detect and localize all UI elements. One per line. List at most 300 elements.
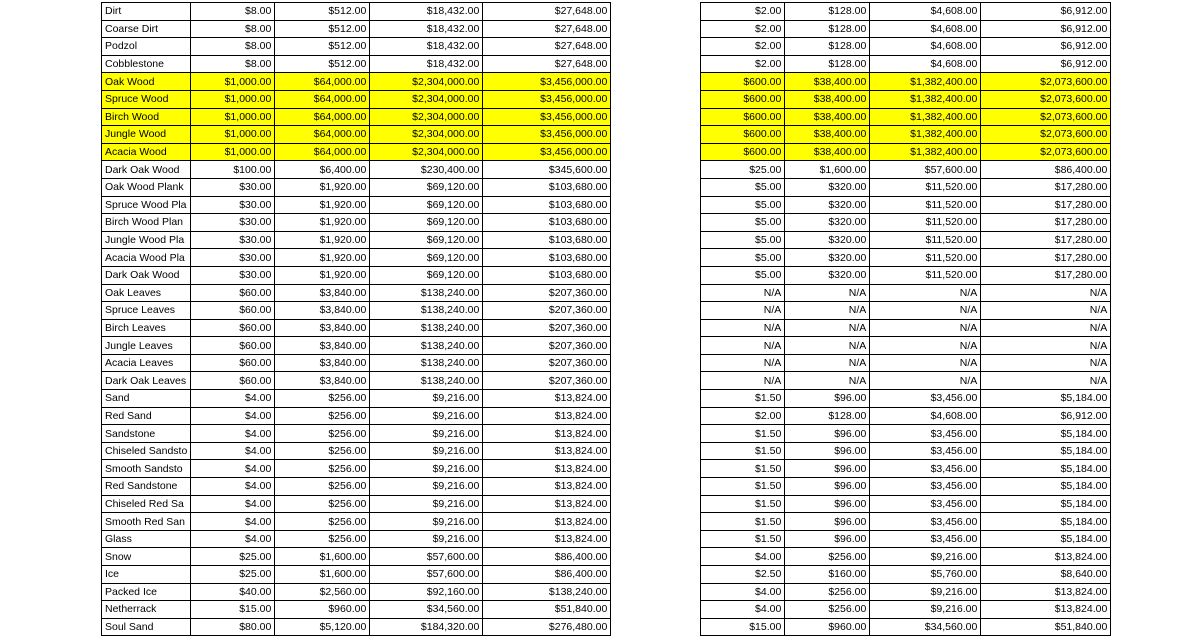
price-cell[interactable]: $600.00: [701, 108, 785, 126]
price-cell[interactable]: $320.00: [785, 214, 870, 232]
price-cell[interactable]: $2,304,000.00: [370, 90, 483, 108]
price-cell[interactable]: $3,840.00: [275, 372, 370, 390]
price-cell[interactable]: $1.50: [701, 460, 785, 478]
price-cell[interactable]: $4.00: [191, 495, 275, 513]
price-cell[interactable]: $1,382,400.00: [870, 126, 981, 144]
price-cell[interactable]: $30.00: [191, 178, 275, 196]
price-cell[interactable]: N/A: [701, 372, 785, 390]
price-cell[interactable]: $5,184.00: [981, 425, 1111, 443]
price-cell[interactable]: $128.00: [785, 55, 870, 73]
price-cell[interactable]: $4.00: [191, 530, 275, 548]
price-cell[interactable]: $4,608.00: [870, 38, 981, 56]
price-cell[interactable]: $103,680.00: [483, 249, 611, 267]
price-cell[interactable]: $8,640.00: [981, 566, 1111, 584]
item-name-cell[interactable]: Birch Leaves: [102, 319, 191, 337]
price-cell[interactable]: $4.00: [701, 548, 785, 566]
item-name-cell[interactable]: Spruce Wood Pla: [102, 196, 191, 214]
price-cell[interactable]: $103,680.00: [483, 266, 611, 284]
price-cell[interactable]: $17,280.00: [981, 178, 1111, 196]
item-name-cell[interactable]: Acacia Wood Pla: [102, 249, 191, 267]
price-cell[interactable]: $512.00: [275, 3, 370, 21]
item-name-cell[interactable]: Ice: [102, 566, 191, 584]
price-cell[interactable]: $3,456,000.00: [483, 90, 611, 108]
price-cell[interactable]: $2.00: [701, 3, 785, 21]
price-cell[interactable]: $128.00: [785, 407, 870, 425]
price-cell[interactable]: $86,400.00: [483, 566, 611, 584]
price-cell[interactable]: $138,240.00: [370, 284, 483, 302]
price-cell[interactable]: $1,000.00: [191, 126, 275, 144]
price-cell[interactable]: $69,120.00: [370, 178, 483, 196]
price-cell[interactable]: $96.00: [785, 442, 870, 460]
price-cell[interactable]: $1,920.00: [275, 249, 370, 267]
price-cell[interactable]: $18,432.00: [370, 3, 483, 21]
price-cell[interactable]: $207,360.00: [483, 284, 611, 302]
price-cell[interactable]: N/A: [870, 354, 981, 372]
price-cell[interactable]: $1,920.00: [275, 214, 370, 232]
price-cell[interactable]: $256.00: [275, 530, 370, 548]
price-cell[interactable]: $5.00: [701, 196, 785, 214]
price-cell[interactable]: $86,400.00: [981, 161, 1111, 179]
price-cell[interactable]: N/A: [981, 319, 1111, 337]
price-cell[interactable]: $5.00: [701, 249, 785, 267]
price-cell[interactable]: $1,600.00: [275, 566, 370, 584]
price-cell[interactable]: N/A: [981, 372, 1111, 390]
price-cell[interactable]: $1,920.00: [275, 178, 370, 196]
price-cell[interactable]: $64,000.00: [275, 90, 370, 108]
price-cell[interactable]: $4,608.00: [870, 3, 981, 21]
price-cell[interactable]: $1,920.00: [275, 196, 370, 214]
price-cell[interactable]: N/A: [870, 319, 981, 337]
price-cell[interactable]: $256.00: [785, 601, 870, 619]
item-name-cell[interactable]: Podzol: [102, 38, 191, 56]
price-cell[interactable]: $4.00: [191, 460, 275, 478]
price-cell[interactable]: $8.00: [191, 38, 275, 56]
price-cell[interactable]: $13,824.00: [483, 495, 611, 513]
price-cell[interactable]: $69,120.00: [370, 266, 483, 284]
item-name-cell[interactable]: Acacia Wood: [102, 143, 191, 161]
price-cell[interactable]: $9,216.00: [370, 460, 483, 478]
price-cell[interactable]: N/A: [701, 337, 785, 355]
price-cell[interactable]: $138,240.00: [370, 372, 483, 390]
price-cell[interactable]: $6,400.00: [275, 161, 370, 179]
price-cell[interactable]: $96.00: [785, 425, 870, 443]
price-cell[interactable]: $38,400.00: [785, 108, 870, 126]
price-cell[interactable]: $600.00: [701, 126, 785, 144]
price-cell[interactable]: $13,824.00: [483, 442, 611, 460]
price-cell[interactable]: N/A: [785, 284, 870, 302]
price-cell[interactable]: $184,320.00: [370, 618, 483, 636]
price-cell[interactable]: $27,648.00: [483, 20, 611, 38]
price-cell[interactable]: $256.00: [275, 460, 370, 478]
price-cell[interactable]: $2,304,000.00: [370, 108, 483, 126]
price-cell[interactable]: $3,456.00: [870, 495, 981, 513]
price-cell[interactable]: $60.00: [191, 337, 275, 355]
price-cell[interactable]: $17,280.00: [981, 231, 1111, 249]
item-name-cell[interactable]: Snow: [102, 548, 191, 566]
price-cell[interactable]: $512.00: [275, 55, 370, 73]
price-cell[interactable]: $11,520.00: [870, 231, 981, 249]
price-cell[interactable]: $64,000.00: [275, 126, 370, 144]
price-cell[interactable]: $4,608.00: [870, 55, 981, 73]
item-name-cell[interactable]: Red Sandstone: [102, 478, 191, 496]
price-cell[interactable]: $320.00: [785, 196, 870, 214]
price-cell[interactable]: $5,120.00: [275, 618, 370, 636]
price-cell[interactable]: $5,184.00: [981, 495, 1111, 513]
item-name-cell[interactable]: Netherrack: [102, 601, 191, 619]
price-cell[interactable]: $320.00: [785, 266, 870, 284]
price-cell[interactable]: $600.00: [701, 90, 785, 108]
item-name-cell[interactable]: Spruce Wood: [102, 90, 191, 108]
price-cell[interactable]: $1.50: [701, 425, 785, 443]
item-name-cell[interactable]: Oak Wood Plank: [102, 178, 191, 196]
price-cell[interactable]: $51,840.00: [981, 618, 1111, 636]
price-cell[interactable]: $3,456.00: [870, 530, 981, 548]
price-cell[interactable]: $9,216.00: [370, 513, 483, 531]
price-cell[interactable]: $15.00: [701, 618, 785, 636]
price-cell[interactable]: $5.00: [701, 231, 785, 249]
price-cell[interactable]: $1,382,400.00: [870, 73, 981, 91]
price-cell[interactable]: $38,400.00: [785, 90, 870, 108]
item-name-cell[interactable]: Jungle Leaves: [102, 337, 191, 355]
price-cell[interactable]: $3,456.00: [870, 442, 981, 460]
price-cell[interactable]: $2,304,000.00: [370, 126, 483, 144]
price-cell[interactable]: $600.00: [701, 143, 785, 161]
price-cell[interactable]: $25.00: [701, 161, 785, 179]
price-cell[interactable]: $11,520.00: [870, 249, 981, 267]
price-cell[interactable]: $128.00: [785, 20, 870, 38]
price-cell[interactable]: $5.00: [701, 178, 785, 196]
price-cell[interactable]: $512.00: [275, 38, 370, 56]
price-cell[interactable]: $320.00: [785, 178, 870, 196]
price-cell[interactable]: $103,680.00: [483, 214, 611, 232]
price-cell[interactable]: $8.00: [191, 55, 275, 73]
price-cell[interactable]: $92,160.00: [370, 583, 483, 601]
price-cell[interactable]: $15.00: [191, 601, 275, 619]
price-cell[interactable]: $5,184.00: [981, 390, 1111, 408]
price-cell[interactable]: $256.00: [275, 513, 370, 531]
price-cell[interactable]: $80.00: [191, 618, 275, 636]
price-cell[interactable]: $9,216.00: [370, 390, 483, 408]
price-cell[interactable]: $30.00: [191, 266, 275, 284]
price-cell[interactable]: N/A: [870, 284, 981, 302]
price-cell[interactable]: $320.00: [785, 249, 870, 267]
price-cell[interactable]: $103,680.00: [483, 231, 611, 249]
price-cell[interactable]: $30.00: [191, 214, 275, 232]
price-cell[interactable]: $2,304,000.00: [370, 143, 483, 161]
price-cell[interactable]: $96.00: [785, 478, 870, 496]
price-cell[interactable]: $600.00: [701, 73, 785, 91]
price-cell[interactable]: $96.00: [785, 495, 870, 513]
price-cell[interactable]: $230,400.00: [370, 161, 483, 179]
price-cell[interactable]: $207,360.00: [483, 319, 611, 337]
price-cell[interactable]: $11,520.00: [870, 196, 981, 214]
price-cell[interactable]: $3,840.00: [275, 337, 370, 355]
price-cell[interactable]: N/A: [785, 372, 870, 390]
price-cell[interactable]: $207,360.00: [483, 354, 611, 372]
price-cell[interactable]: $27,648.00: [483, 3, 611, 21]
item-name-cell[interactable]: Jungle Wood Pla: [102, 231, 191, 249]
price-cell[interactable]: $18,432.00: [370, 20, 483, 38]
price-cell[interactable]: $5.00: [701, 214, 785, 232]
item-name-cell[interactable]: Dark Oak Wood: [102, 161, 191, 179]
price-cell[interactable]: $34,560.00: [370, 601, 483, 619]
price-cell[interactable]: $1.50: [701, 530, 785, 548]
price-cell[interactable]: $5,760.00: [870, 566, 981, 584]
price-cell[interactable]: $96.00: [785, 530, 870, 548]
price-cell[interactable]: $5.00: [701, 266, 785, 284]
price-cell[interactable]: N/A: [981, 284, 1111, 302]
price-cell[interactable]: $138,240.00: [370, 302, 483, 320]
price-cell[interactable]: $1,600.00: [275, 548, 370, 566]
price-cell[interactable]: $9,216.00: [370, 495, 483, 513]
price-cell[interactable]: $13,824.00: [981, 583, 1111, 601]
price-cell[interactable]: $13,824.00: [981, 548, 1111, 566]
price-cell[interactable]: $276,480.00: [483, 618, 611, 636]
price-cell[interactable]: $3,456.00: [870, 478, 981, 496]
price-cell[interactable]: $6,912.00: [981, 3, 1111, 21]
price-cell[interactable]: $103,680.00: [483, 178, 611, 196]
price-cell[interactable]: $2.00: [701, 20, 785, 38]
price-cell[interactable]: $320.00: [785, 231, 870, 249]
price-cell[interactable]: $11,520.00: [870, 178, 981, 196]
price-cell[interactable]: $4.00: [191, 478, 275, 496]
item-name-cell[interactable]: Soul Sand: [102, 618, 191, 636]
price-cell[interactable]: $8.00: [191, 3, 275, 21]
item-name-cell[interactable]: Sand: [102, 390, 191, 408]
item-name-cell[interactable]: Smooth Sandsto: [102, 460, 191, 478]
price-cell[interactable]: $51,840.00: [483, 601, 611, 619]
price-cell[interactable]: $60.00: [191, 319, 275, 337]
price-cell[interactable]: $5,184.00: [981, 460, 1111, 478]
price-cell[interactable]: $96.00: [785, 460, 870, 478]
price-cell[interactable]: $1,920.00: [275, 231, 370, 249]
price-cell[interactable]: $3,456,000.00: [483, 143, 611, 161]
price-cell[interactable]: N/A: [981, 354, 1111, 372]
price-cell[interactable]: $256.00: [785, 583, 870, 601]
price-cell[interactable]: $13,824.00: [981, 601, 1111, 619]
price-cell[interactable]: $1,382,400.00: [870, 143, 981, 161]
price-cell[interactable]: $3,840.00: [275, 284, 370, 302]
item-name-cell[interactable]: Cobblestone: [102, 55, 191, 73]
price-cell[interactable]: $38,400.00: [785, 143, 870, 161]
price-cell[interactable]: $60.00: [191, 354, 275, 372]
price-cell[interactable]: $13,824.00: [483, 530, 611, 548]
price-cell[interactable]: $3,456.00: [870, 425, 981, 443]
price-cell[interactable]: $3,840.00: [275, 302, 370, 320]
price-cell[interactable]: $57,600.00: [370, 548, 483, 566]
price-cell[interactable]: $4.00: [701, 583, 785, 601]
price-cell[interactable]: $2,304,000.00: [370, 73, 483, 91]
price-cell[interactable]: $38,400.00: [785, 73, 870, 91]
item-name-cell[interactable]: Acacia Leaves: [102, 354, 191, 372]
price-cell[interactable]: $128.00: [785, 38, 870, 56]
price-cell[interactable]: N/A: [785, 302, 870, 320]
price-cell[interactable]: $1,382,400.00: [870, 90, 981, 108]
price-cell[interactable]: $3,840.00: [275, 319, 370, 337]
price-cell[interactable]: $69,120.00: [370, 196, 483, 214]
price-cell[interactable]: N/A: [785, 337, 870, 355]
item-name-cell[interactable]: Red Sand: [102, 407, 191, 425]
price-cell[interactable]: $30.00: [191, 196, 275, 214]
price-cell[interactable]: $138,240.00: [483, 583, 611, 601]
price-cell[interactable]: $9,216.00: [370, 442, 483, 460]
price-cell[interactable]: $1.50: [701, 390, 785, 408]
price-cell[interactable]: N/A: [785, 319, 870, 337]
price-cell[interactable]: $27,648.00: [483, 55, 611, 73]
price-cell[interactable]: $11,520.00: [870, 266, 981, 284]
price-cell[interactable]: $2.00: [701, 38, 785, 56]
price-cell[interactable]: $1,000.00: [191, 73, 275, 91]
price-cell[interactable]: $512.00: [275, 20, 370, 38]
price-cell[interactable]: $60.00: [191, 284, 275, 302]
price-cell[interactable]: $3,456,000.00: [483, 108, 611, 126]
price-cell[interactable]: $4,608.00: [870, 407, 981, 425]
price-cell[interactable]: $100.00: [191, 161, 275, 179]
price-cell[interactable]: $27,648.00: [483, 38, 611, 56]
price-cell[interactable]: $103,680.00: [483, 196, 611, 214]
item-name-cell[interactable]: Chiseled Red Sa: [102, 495, 191, 513]
price-cell[interactable]: $9,216.00: [370, 425, 483, 443]
price-cell[interactable]: $9,216.00: [370, 530, 483, 548]
item-name-cell[interactable]: Birch Wood: [102, 108, 191, 126]
price-cell[interactable]: $96.00: [785, 390, 870, 408]
price-cell[interactable]: $13,824.00: [483, 460, 611, 478]
price-cell[interactable]: $1,600.00: [785, 161, 870, 179]
price-cell[interactable]: $2,073,600.00: [981, 108, 1111, 126]
price-cell[interactable]: $1.50: [701, 478, 785, 496]
price-cell[interactable]: $13,824.00: [483, 390, 611, 408]
price-cell[interactable]: $207,360.00: [483, 337, 611, 355]
price-cell[interactable]: $5,184.00: [981, 478, 1111, 496]
price-cell[interactable]: $57,600.00: [370, 566, 483, 584]
price-cell[interactable]: $6,912.00: [981, 20, 1111, 38]
price-cell[interactable]: N/A: [870, 372, 981, 390]
price-cell[interactable]: $3,456.00: [870, 513, 981, 531]
price-cell[interactable]: $4.00: [191, 442, 275, 460]
price-cell[interactable]: $1,000.00: [191, 108, 275, 126]
price-cell[interactable]: $207,360.00: [483, 302, 611, 320]
price-cell[interactable]: $256.00: [275, 407, 370, 425]
price-cell[interactable]: $18,432.00: [370, 38, 483, 56]
price-cell[interactable]: $9,216.00: [870, 548, 981, 566]
item-name-cell[interactable]: Oak Wood: [102, 73, 191, 91]
price-cell[interactable]: $38,400.00: [785, 126, 870, 144]
item-name-cell[interactable]: Sandstone: [102, 425, 191, 443]
price-cell[interactable]: $6,912.00: [981, 407, 1111, 425]
price-cell[interactable]: $1,000.00: [191, 90, 275, 108]
item-name-cell[interactable]: Coarse Dirt: [102, 20, 191, 38]
price-cell[interactable]: N/A: [981, 337, 1111, 355]
price-cell[interactable]: $57,600.00: [870, 161, 981, 179]
price-cell[interactable]: $1,000.00: [191, 143, 275, 161]
price-cell[interactable]: $17,280.00: [981, 196, 1111, 214]
price-cell[interactable]: $60.00: [191, 372, 275, 390]
price-cell[interactable]: $138,240.00: [370, 354, 483, 372]
item-name-cell[interactable]: Chiseled Sandsto: [102, 442, 191, 460]
price-cell[interactable]: $2,073,600.00: [981, 90, 1111, 108]
price-cell[interactable]: $2.50: [701, 566, 785, 584]
price-cell[interactable]: $5,184.00: [981, 513, 1111, 531]
item-name-cell[interactable]: Glass: [102, 530, 191, 548]
price-cell[interactable]: $17,280.00: [981, 214, 1111, 232]
price-cell[interactable]: $5,184.00: [981, 530, 1111, 548]
price-cell[interactable]: $4.00: [191, 513, 275, 531]
price-cell[interactable]: $2.00: [701, 407, 785, 425]
price-cell[interactable]: $17,280.00: [981, 249, 1111, 267]
price-cell[interactable]: $69,120.00: [370, 231, 483, 249]
price-cell[interactable]: N/A: [785, 354, 870, 372]
price-cell[interactable]: $6,912.00: [981, 55, 1111, 73]
price-cell[interactable]: $6,912.00: [981, 38, 1111, 56]
price-cell[interactable]: $960.00: [785, 618, 870, 636]
price-cell[interactable]: $30.00: [191, 231, 275, 249]
item-name-cell[interactable]: Oak Leaves: [102, 284, 191, 302]
price-cell[interactable]: $3,456,000.00: [483, 73, 611, 91]
price-cell[interactable]: $256.00: [275, 442, 370, 460]
price-cell[interactable]: $13,824.00: [483, 513, 611, 531]
price-cell[interactable]: $4.00: [191, 390, 275, 408]
price-cell[interactable]: $138,240.00: [370, 337, 483, 355]
price-cell[interactable]: $30.00: [191, 249, 275, 267]
price-cell[interactable]: N/A: [701, 354, 785, 372]
price-cell[interactable]: $256.00: [275, 390, 370, 408]
price-cell[interactable]: $18,432.00: [370, 55, 483, 73]
price-cell[interactable]: $256.00: [275, 425, 370, 443]
price-cell[interactable]: $9,216.00: [870, 601, 981, 619]
price-cell[interactable]: $25.00: [191, 548, 275, 566]
price-cell[interactable]: $9,216.00: [870, 583, 981, 601]
price-cell[interactable]: $9,216.00: [370, 478, 483, 496]
item-name-cell[interactable]: Dirt: [102, 3, 191, 21]
price-cell[interactable]: $345,600.00: [483, 161, 611, 179]
item-name-cell[interactable]: Smooth Red San: [102, 513, 191, 531]
price-cell[interactable]: $96.00: [785, 513, 870, 531]
price-cell[interactable]: $4.00: [191, 425, 275, 443]
item-name-cell[interactable]: Packed Ice: [102, 583, 191, 601]
price-cell[interactable]: $256.00: [275, 478, 370, 496]
price-cell[interactable]: $13,824.00: [483, 478, 611, 496]
price-cell[interactable]: $8.00: [191, 20, 275, 38]
price-cell[interactable]: $1,382,400.00: [870, 108, 981, 126]
item-name-cell[interactable]: Jungle Wood: [102, 126, 191, 144]
price-cell[interactable]: $1,920.00: [275, 266, 370, 284]
price-cell[interactable]: $13,824.00: [483, 425, 611, 443]
price-cell[interactable]: $11,520.00: [870, 214, 981, 232]
price-cell[interactable]: $128.00: [785, 3, 870, 21]
price-cell[interactable]: $160.00: [785, 566, 870, 584]
price-cell[interactable]: $17,280.00: [981, 266, 1111, 284]
price-cell[interactable]: $64,000.00: [275, 143, 370, 161]
price-cell[interactable]: $5,184.00: [981, 442, 1111, 460]
price-cell[interactable]: $3,456.00: [870, 460, 981, 478]
price-cell[interactable]: $2.00: [701, 55, 785, 73]
price-cell[interactable]: $256.00: [275, 495, 370, 513]
price-cell[interactable]: N/A: [870, 337, 981, 355]
price-cell[interactable]: $3,840.00: [275, 354, 370, 372]
price-cell[interactable]: $4.00: [701, 601, 785, 619]
price-cell[interactable]: $40.00: [191, 583, 275, 601]
price-cell[interactable]: $1.50: [701, 513, 785, 531]
price-cell[interactable]: $138,240.00: [370, 319, 483, 337]
price-cell[interactable]: $1.50: [701, 495, 785, 513]
price-cell[interactable]: $69,120.00: [370, 249, 483, 267]
item-name-cell[interactable]: Dark Oak Leaves: [102, 372, 191, 390]
price-cell[interactable]: N/A: [870, 302, 981, 320]
price-cell[interactable]: $34,560.00: [870, 618, 981, 636]
item-name-cell[interactable]: Birch Wood Plan: [102, 214, 191, 232]
price-cell[interactable]: N/A: [981, 302, 1111, 320]
price-cell[interactable]: $4.00: [191, 407, 275, 425]
